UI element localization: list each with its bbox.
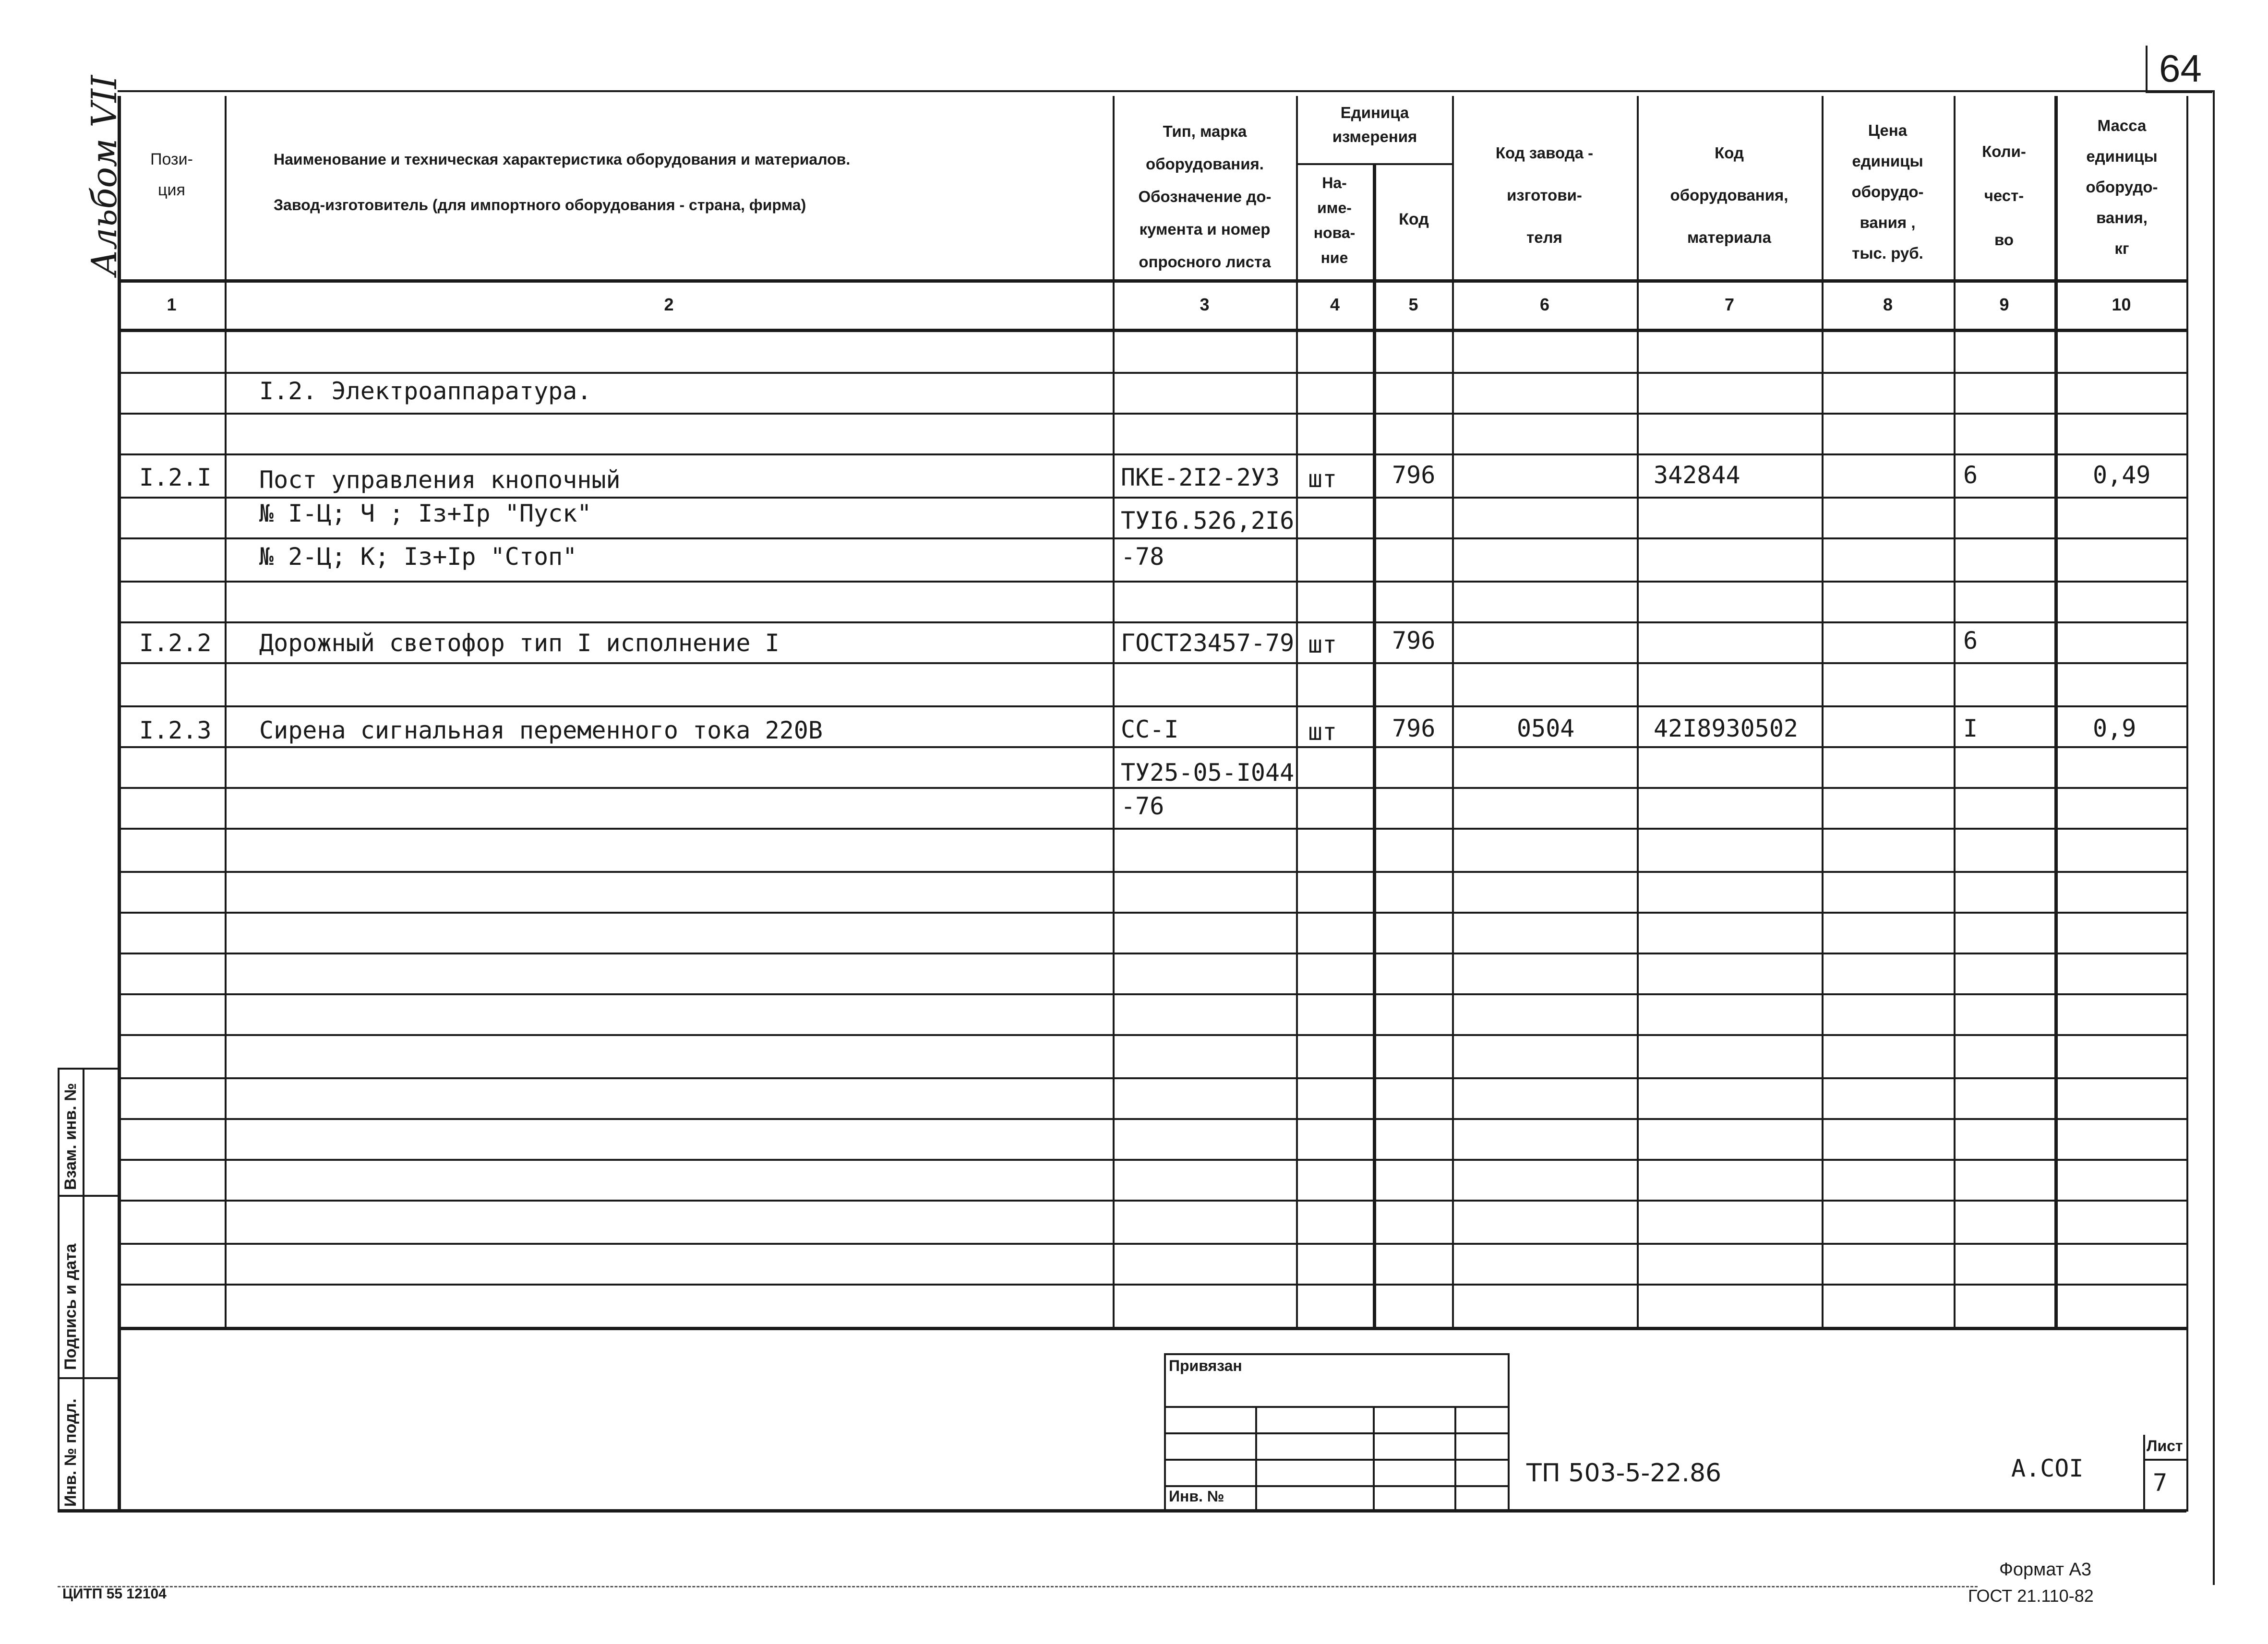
row-line (118, 993, 2186, 995)
stamp-attached-label: Привязан (1169, 1357, 1242, 1374)
header-mass: Масса единицы оборудо- вания, кг (2086, 117, 2158, 257)
side-strip-sep-1 (58, 1195, 118, 1197)
row-line (118, 953, 2186, 954)
side-strip-sep-2 (58, 1377, 118, 1379)
side-stamp-replace-inv: Взам. инв. № (61, 1083, 80, 1190)
page-number: 64 (2159, 47, 2202, 90)
header-name: Наименование и техническая характеристика оборудования и материалов. Завод-изготовитель (для импортного оборудования - страна, фирма) (274, 151, 851, 214)
row-4-qty: 6 (1963, 627, 1978, 655)
row-line (118, 1118, 2186, 1120)
row-5-factory-code: 0504 (1517, 715, 1575, 742)
col-number-5: 5 (1408, 295, 1418, 314)
row-line (118, 413, 2186, 415)
stamp-sheet-hline (2143, 1459, 2186, 1461)
frame-right (2186, 96, 2188, 1512)
header-type: Тип, марка оборудования. Обозначение до- кумента и номер опросного листа (1138, 122, 1272, 271)
frame-bottom (58, 1509, 2186, 1513)
stamp-line-2 (1164, 1432, 1510, 1434)
row-section-title: I.2. Электроаппаратура. (259, 377, 592, 405)
header-position: Пози- ция (150, 150, 193, 199)
row-5-type: СС-I (1121, 715, 1179, 743)
row-line (118, 1284, 2186, 1286)
row-line (118, 705, 2186, 707)
header-unit-name: На- име- нова- ние (1313, 174, 1356, 266)
row-4-name: Дорожный светофор тип I исполнение I (259, 629, 780, 657)
col-number-4: 4 (1330, 295, 1340, 314)
row-4-pos: I.2.2 (139, 629, 212, 657)
side-strip-top (58, 1068, 118, 1070)
stamp-sheet-label: Лист (2147, 1437, 2183, 1454)
side-stamp-original-inv: Инв. № подл. (61, 1398, 80, 1507)
stamp-doc-code: ТП 503-5-22.86 (1526, 1459, 1722, 1488)
col-number-8: 8 (1883, 295, 1893, 314)
row-line (118, 1077, 2186, 1079)
table-bottom-line (118, 1327, 2186, 1330)
row-line (118, 912, 2186, 914)
col-number-3: 3 (1200, 295, 1210, 314)
col-number-10: 10 (2112, 295, 2131, 314)
header-unit-group: Единица измерения (1332, 104, 1417, 145)
header-bottom-line (118, 279, 2186, 283)
stamp-vline-2 (1373, 1406, 1375, 1509)
row-1-type: ПКЕ-2I2-2У3 (1121, 464, 1280, 491)
row-line (118, 1034, 2186, 1036)
row-line (118, 621, 2186, 623)
stamp-inv-label: Инв. № (1169, 1488, 1224, 1505)
row-1-code: 796 (1392, 461, 1436, 489)
footer-format: Формат А3 (1999, 1560, 2092, 1580)
stamp-vline-1 (1255, 1406, 1257, 1509)
col-number-1: 1 (167, 295, 177, 314)
row-5-code: 796 (1392, 715, 1436, 742)
row-4-unit: шт (1308, 631, 1337, 658)
stamp-album-code: А.СОI (2011, 1454, 2084, 1482)
stamp-sheet-number: 7 (2153, 1469, 2168, 1497)
row-5-pos: I.2.3 (139, 716, 212, 744)
row-line (118, 662, 2186, 664)
side-strip-inner (83, 1068, 84, 1512)
stamp-line-1 (1164, 1406, 1510, 1408)
row-1-name: Пост управления кнопочный (259, 466, 621, 494)
stamp-sheet-vline (2143, 1435, 2145, 1509)
row-4-type: ГОСТ23457-79 (1121, 629, 1295, 657)
row-2-type: ТУI6.526,2I6 (1121, 507, 1295, 535)
row-line (118, 581, 2186, 583)
row-6-type: ТУ25-05-I044 (1121, 759, 1295, 786)
stamp-vline-3 (1454, 1406, 1456, 1509)
numbers-bottom-line (118, 329, 2186, 332)
row-5-qty: I (1963, 715, 1978, 742)
row-7-type: -76 (1121, 792, 1164, 820)
row-5-unit: шт (1308, 718, 1337, 746)
row-5-equip-code: 42I8930502 (1654, 715, 1799, 742)
row-line (118, 871, 2186, 873)
header-unit-code: Код (1399, 210, 1429, 228)
header-quantity: Коли- чест- во (1982, 143, 2026, 249)
header-price: Цена единицы оборудо- вания , тыс. руб. (1851, 121, 1924, 262)
col-number-2: 2 (664, 295, 674, 314)
row-line (118, 453, 2186, 455)
footer-standard: ГОСТ 21.110-82 (1968, 1586, 2094, 1606)
unit-group-line (1296, 163, 1452, 165)
col-number-6: 6 (1539, 295, 1550, 314)
col-number-7: 7 (1724, 295, 1735, 314)
row-1-unit: шт (1308, 465, 1337, 493)
row-5-name: Сирена сигнальная переменного тока 220В (259, 716, 823, 744)
row-line (118, 1200, 2186, 1202)
header-factory-code: Код завода - изготови- теля (1495, 144, 1594, 246)
row-line (118, 1159, 2186, 1161)
side-stamp-signature-date: Подпись и дата (61, 1243, 80, 1370)
row-3-type: -78 (1121, 543, 1164, 571)
album-label: Альбом VII (84, 75, 124, 276)
row-5-mass: 0,9 (2093, 715, 2136, 742)
frame-outer-right (2213, 90, 2215, 1585)
stamp-line-4 (1164, 1485, 1510, 1487)
row-1-mass: 0,49 (2093, 461, 2151, 489)
row-1-equip-code: 342844 (1654, 461, 1740, 489)
row-1-pos: I.2.I (139, 464, 212, 491)
row-2-name: № I-Ц; Ч ; Iз+Iр "Пуск" (259, 500, 592, 527)
row-3-name: № 2-Ц; К; Iз+Iр "Стоп" (259, 543, 577, 571)
top-frame-line (118, 90, 2213, 92)
header-equipment-code: Код оборудования, материала (1670, 144, 1788, 246)
row-4-code: 796 (1392, 627, 1436, 655)
col-number-9: 9 (1999, 295, 2009, 314)
row-1-qty: 6 (1963, 461, 1978, 489)
row-line (118, 828, 2186, 830)
stamp-line-3 (1164, 1459, 1510, 1461)
footer-dashed-line (58, 1586, 1978, 1587)
footer-left: ЦИТП 55 12104 (62, 1586, 167, 1602)
side-strip-left (58, 1068, 60, 1512)
row-line (118, 1243, 2186, 1245)
